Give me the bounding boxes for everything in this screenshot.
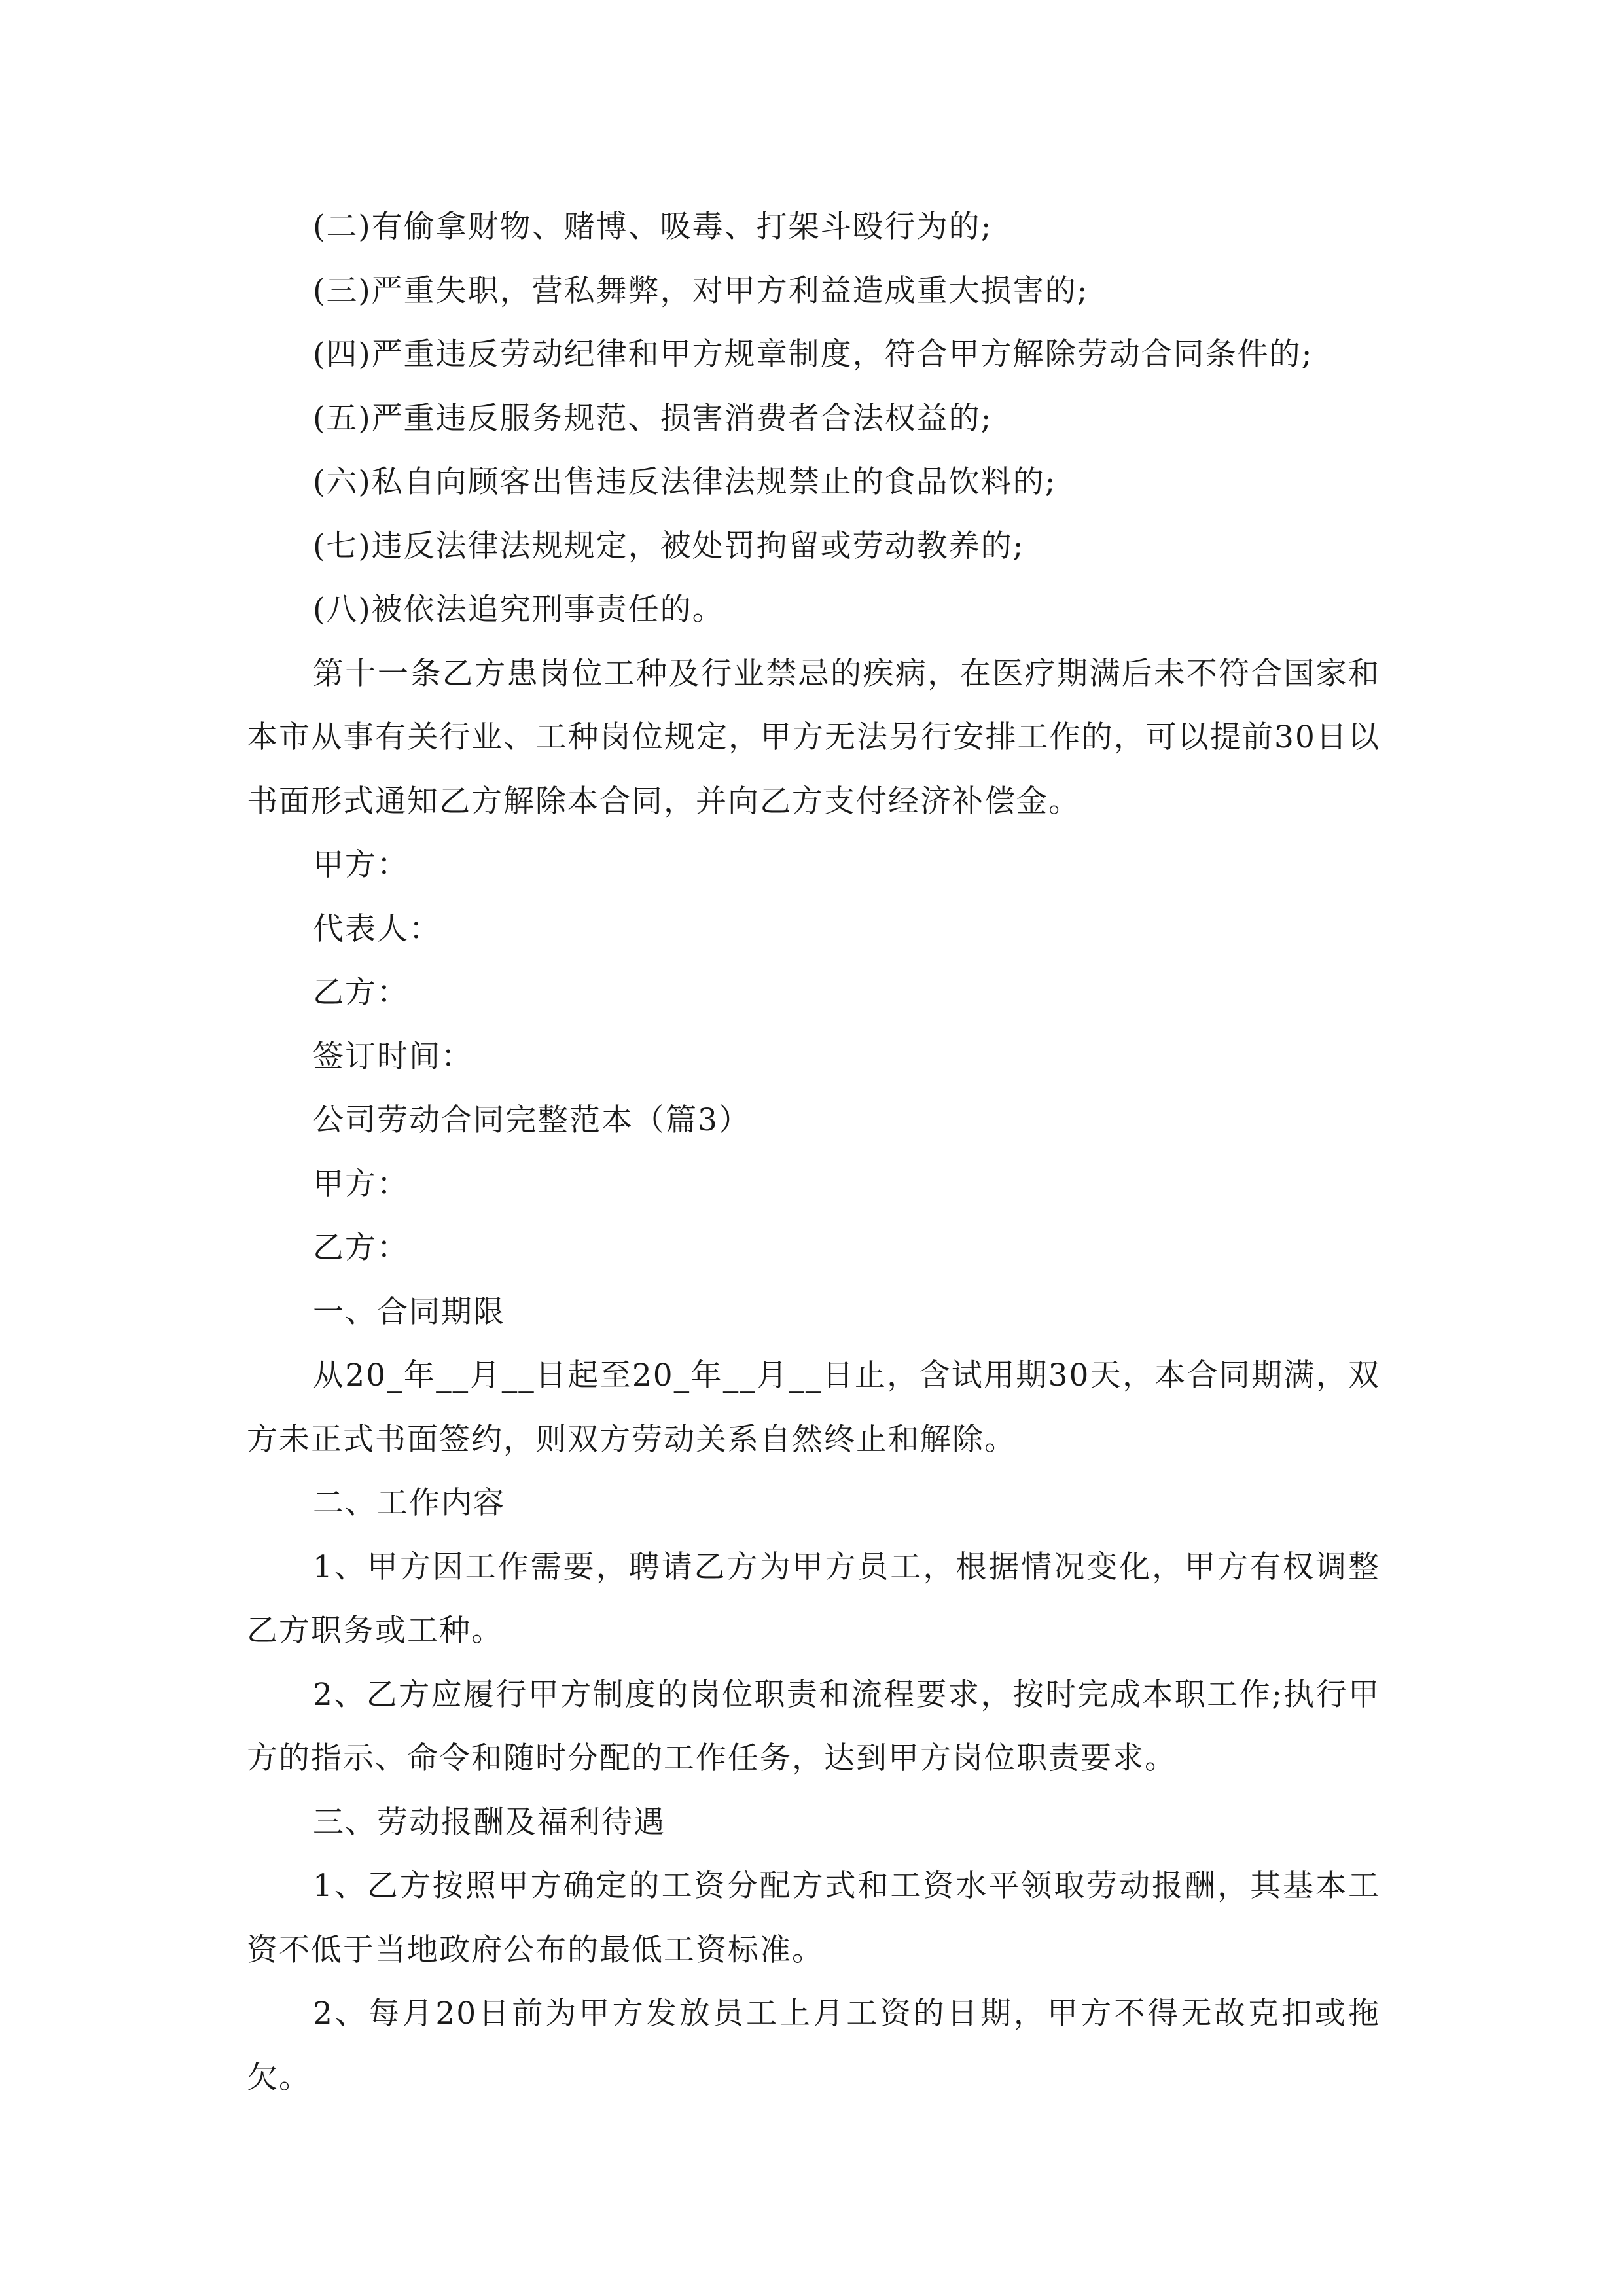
heading-contract-term: 一、合同期限 bbox=[313, 1293, 505, 1330]
contract-term-paragraph: 从20_年__月__日起至20_年__月__日止，含试用期30天，本合同期满，双方未正式书面签约，则双方劳动关系自然终止和解除。 bbox=[247, 1357, 1380, 1458]
remuneration-item-2: 2、每月20日前为甲方发放员工上月工资的日期，甲方不得无故克扣或拖欠。 bbox=[247, 1996, 1380, 2096]
clause-item-3: (三)严重失职，营私舞弊，对甲方利益造成重大损害的; bbox=[313, 272, 1089, 309]
clause-item-4: (四)严重违反劳动纪律和甲方规章制度，符合甲方解除劳动合同条件的; bbox=[313, 336, 1313, 372]
clause-item-5: (五)严重违反服务规范、损害消费者合法权益的; bbox=[313, 400, 993, 437]
representative-label: 代表人： bbox=[313, 910, 441, 947]
work-content-item-2: 2、乙方应履行甲方制度的岗位职责和流程要求，按时完成本职工作;执行甲方的指示、命令和随时分配的工作任务，达到甲方岗位职责要求。 bbox=[247, 1676, 1380, 1776]
party-a-label-2: 甲方： bbox=[313, 1166, 409, 1202]
article-11-paragraph: 第十一条乙方患岗位工种及行业禁忌的疾病，在医疗期满后未不符合国家和本市从事有关行业、工种岗位规定，甲方无法另行安排工作的，可以提前30日以书面形式通知乙方解除本合同，并向乙方支付经济补偿金。 bbox=[247, 655, 1380, 819]
clause-item-6: (六)私自向顾客出售违反法律法规禁止的食品饮料的; bbox=[313, 464, 1057, 500]
signing-date-label: 签订时间： bbox=[313, 1038, 473, 1075]
heading-remuneration: 三、劳动报酬及福利待遇 bbox=[313, 1804, 666, 1840]
heading-work-content: 二、工作内容 bbox=[313, 1485, 505, 1521]
remuneration-item-1: 1、乙方按照甲方确定的工资分配方式和工资水平领取劳动报酬，其基本工资不低于当地政府公布的最低工资标准。 bbox=[247, 1868, 1380, 1968]
clause-item-2: (二)有偷拿财物、赌博、吸毒、打架斗殴行为的; bbox=[313, 209, 993, 245]
party-b-label-2: 乙方： bbox=[313, 1230, 409, 1266]
party-a-label: 甲方： bbox=[313, 847, 409, 883]
clause-item-7: (七)违反法律法规规定，被处罚拘留或劳动教养的; bbox=[313, 528, 1025, 564]
party-b-label: 乙方： bbox=[313, 975, 409, 1011]
document-body bbox=[247, 195, 1380, 2109]
work-content-item-1: 1、甲方因工作需要，聘请乙方为甲方员工，根据情况变化，甲方有权调整乙方职务或工种。 bbox=[247, 1549, 1380, 1649]
section-title: 公司劳动合同完整范本（篇3） bbox=[313, 1102, 751, 1138]
clause-item-8: (八)被依法追究刑事责任的。 bbox=[313, 592, 724, 628]
